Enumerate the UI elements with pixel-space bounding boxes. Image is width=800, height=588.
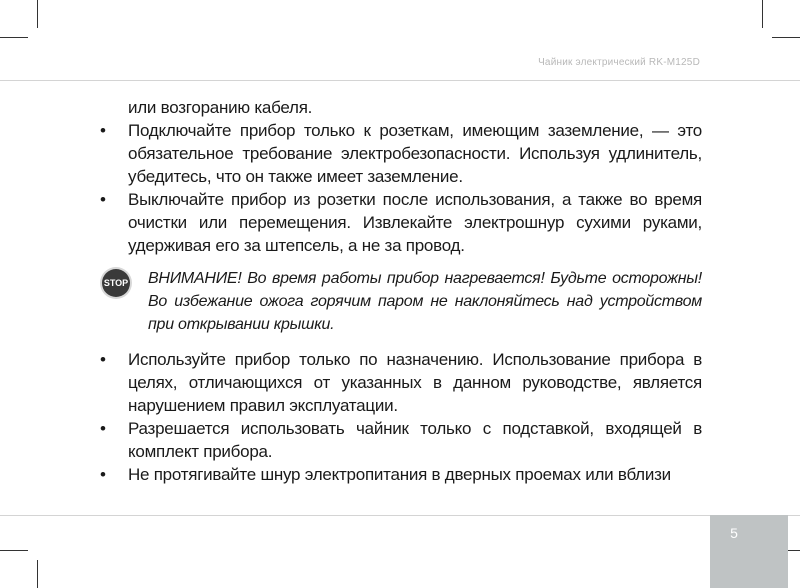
page-content (100, 96, 702, 486)
list-item (100, 463, 702, 486)
page-number-box (710, 515, 788, 588)
list-item-text: Подключайте прибор только к розеткам, имеющим заземление, — это обязательное требование электробезопасности. Используя удлинитель, убедитесь, что он также имеет заземление. (128, 121, 702, 186)
list-item (100, 188, 702, 257)
page-number: 5 (730, 525, 738, 541)
list-item-text: Разрешается использовать чайник только с подставкой, входящей в комплект прибора. (128, 419, 702, 461)
stop-icon (100, 267, 132, 299)
crop-mark (762, 0, 763, 28)
footer-rule (0, 515, 800, 516)
bullet: • (100, 121, 106, 140)
continuation-text: или возгоранию кабеля. (128, 98, 313, 117)
bullet: • (100, 350, 106, 369)
running-header: Чайник электрический RK-M125D (538, 57, 700, 68)
list-item-text: Не протягивайте шнур электропитания в дверных проемах или вблизи (128, 465, 671, 484)
crop-mark (37, 560, 38, 588)
list-item (100, 119, 702, 188)
warning-text: ВНИМАНИЕ! Во время работы прибор нагревается! Будьте осторожны! Во избежание ожога горячим паром не наклоняйтесь над устройством при открывании крышки. (148, 270, 702, 333)
bullet: • (100, 190, 106, 209)
crop-mark (0, 550, 28, 551)
bullet: • (100, 465, 106, 484)
list-item-text: Используйте прибор только по назначению. Использование прибора в целях, отличающихся от указанных в данном руководстве, является нарушением правил эксплуатации. (128, 350, 702, 415)
stop-icon-label: STOP (102, 269, 130, 297)
crop-mark (0, 37, 28, 38)
list-item (100, 348, 702, 417)
crop-mark (37, 0, 38, 28)
list-item-text: Выключайте прибор из розетки после использования, а также во время очистки или перемещения. Извлекайте электрошнур сухими руками, удерживая его за штепсель, а не за провод. (128, 190, 702, 255)
bullet: • (100, 419, 106, 438)
list-item (100, 417, 702, 463)
header-rule (0, 80, 800, 81)
warning-block (100, 267, 702, 336)
crop-mark (772, 37, 800, 38)
